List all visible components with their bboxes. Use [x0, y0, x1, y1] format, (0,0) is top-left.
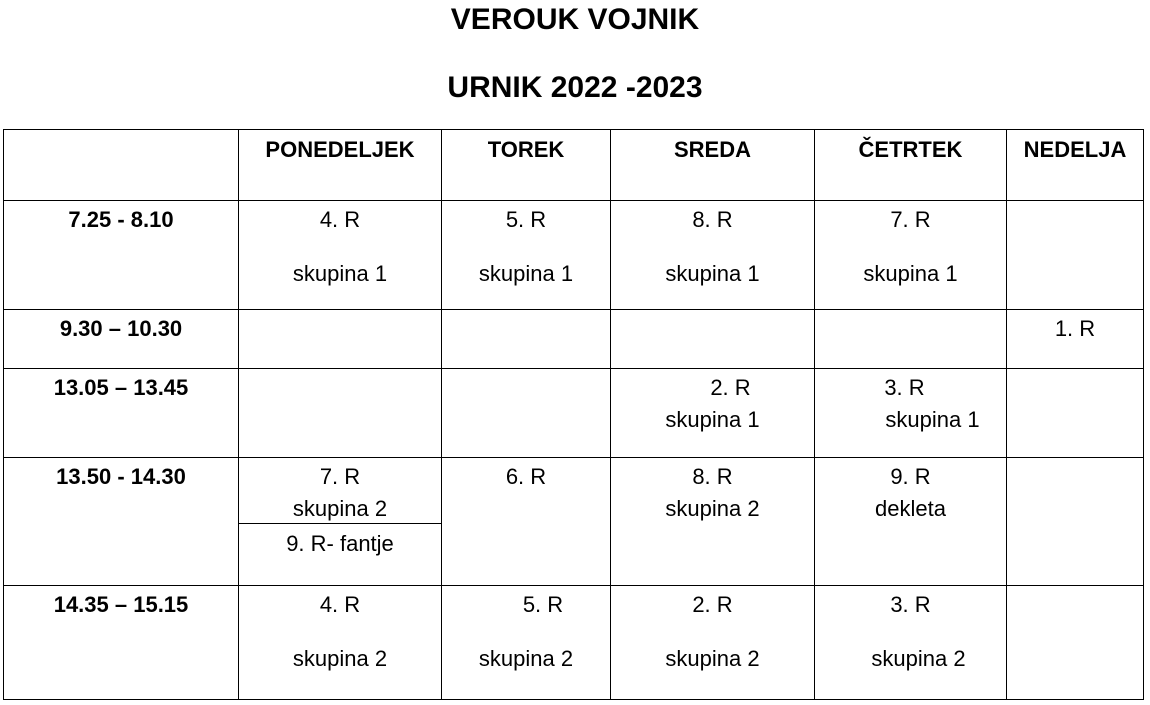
class-cell: 5. R — [505, 207, 547, 232]
header-ponedeljek: PONEDELJEK — [265, 137, 415, 162]
time-slot-1: 7.25 - 8.10 — [68, 207, 174, 232]
group-cell: skupina 2 — [478, 646, 574, 671]
time-slot-4: 13.50 - 14.30 — [56, 464, 186, 489]
class-cell: 2. R — [692, 592, 733, 617]
time-slot-3: 13.05 – 13.45 — [53, 375, 189, 400]
class-cell: 2. R — [710, 375, 751, 400]
group-cell: dekleta — [875, 496, 946, 521]
group-cell: skupina 1 — [885, 407, 980, 432]
group-cell: skupina 2 — [665, 646, 760, 671]
header-cetrtek: ČETRTEK — [858, 137, 963, 162]
class-cell: 7. R — [890, 207, 931, 232]
header-nedelja: NEDELJA — [1023, 137, 1127, 162]
class-cell: 8. R — [692, 207, 733, 232]
group-cell: skupina 2 — [665, 496, 760, 521]
class-cell: 6. R — [505, 464, 547, 489]
group-cell: skupina 2 — [292, 496, 388, 521]
header-torek: TOREK — [487, 137, 565, 162]
group-cell: skupina 1 — [863, 261, 958, 286]
class-cell: 1. R — [1054, 316, 1096, 341]
time-slot-2: 9.30 – 10.30 — [59, 316, 183, 341]
group-cell: skupina 2 — [871, 646, 966, 671]
class-cell: 3. R — [890, 592, 931, 617]
group-cell: skupina 1 — [478, 261, 574, 286]
class-cell: 9. R — [890, 464, 931, 489]
class-cell: 4. R — [319, 592, 361, 617]
class-cell: 9. R- fantje — [286, 531, 394, 556]
header-sreda: SREDA — [673, 137, 751, 162]
class-cell: 4. R — [319, 207, 361, 232]
time-slot-5: 14.35 – 15.15 — [53, 592, 189, 617]
group-cell: skupina 1 — [292, 261, 388, 286]
class-cell: 3. R — [884, 375, 925, 400]
document-title: VEROUK VOJNIK — [450, 3, 700, 36]
group-cell: skupina 1 — [665, 261, 760, 286]
document-subtitle: URNIK 2022 -2023 — [447, 71, 703, 104]
class-cell: 5. R — [522, 592, 564, 617]
group-cell: skupina 1 — [665, 407, 760, 432]
group-cell: skupina 2 — [292, 646, 388, 671]
class-cell: 7. R — [319, 464, 361, 489]
class-cell: 8. R — [692, 464, 733, 489]
